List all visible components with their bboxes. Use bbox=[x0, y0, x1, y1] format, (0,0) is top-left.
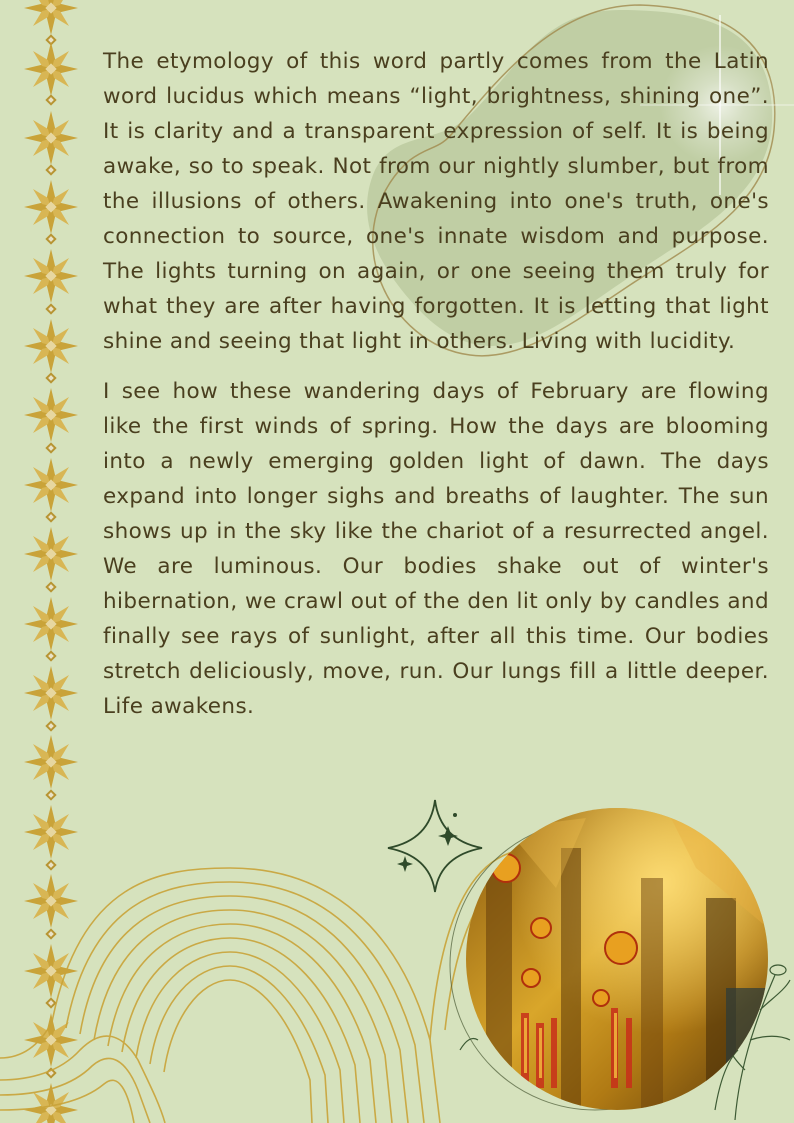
ornament-column bbox=[24, 0, 78, 1123]
cathedral-photo bbox=[466, 808, 768, 1110]
paragraph-1: The etymology of this word partly comes from the Latin word lucidus which means “light, brightness, shining one”. It is clarity and a transparent expression of self. It is being awake, so to speak. Not from our nightly slumber, but from the illusions of others. Awakening into one's truth, one's connection to source, one's innate wisdom and purpose. The lights turning on again, or one seeing them truly for what they are after having forgotten. It is letting that light shine and seeing that light in others. Living with lucidity. bbox=[103, 49, 769, 354]
arch-lines bbox=[0, 850, 520, 1123]
article-body bbox=[103, 44, 769, 739]
paragraph-2: I see how these wandering days of February are flowing like the first winds of spring. How the days are blooming into a newly emerging golden light of dawn. The days expand into longer sighs and breaths of laughter. The sun shows up in the sky like the chariot of a resurrected angel. We are luminous. Our bodies shake out of winter's hibernation, we crawl out of the den lit only by candles and finally see rays of sunlight, after all this time. Our bodies stretch deliciously, move, run. Our lungs fill a little deeper. Life awakens. bbox=[103, 379, 769, 719]
